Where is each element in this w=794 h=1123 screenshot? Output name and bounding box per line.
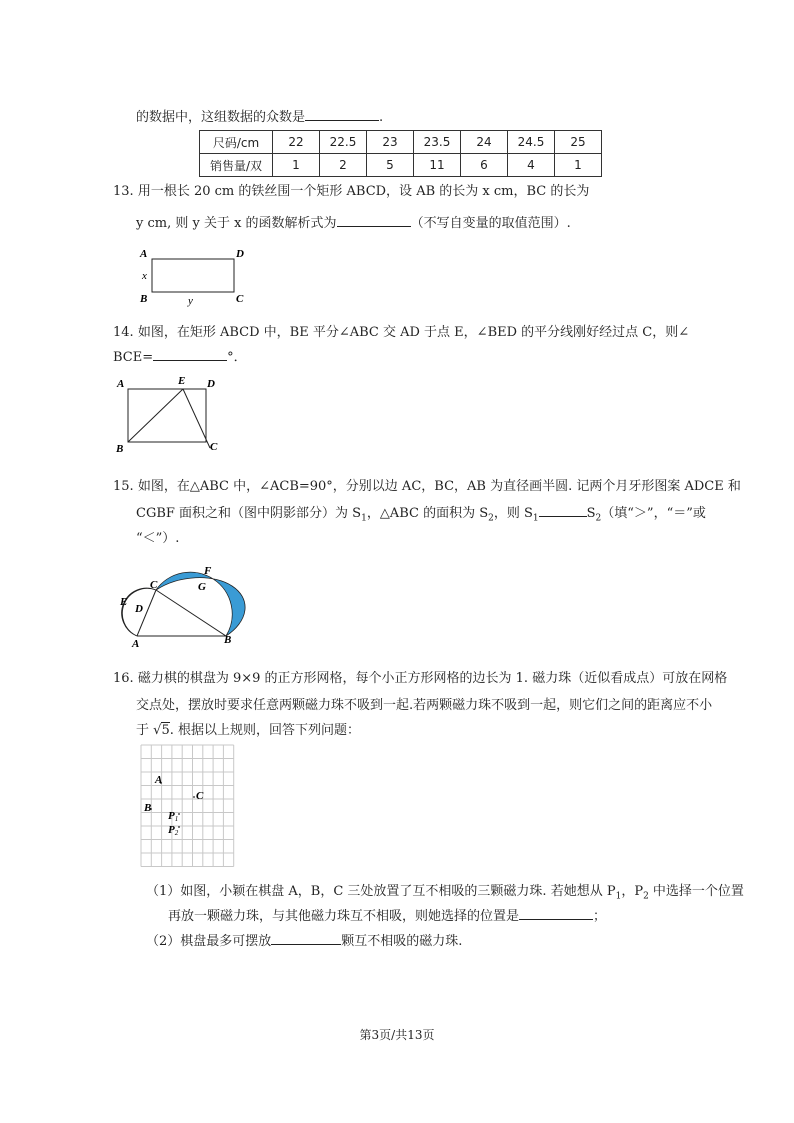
label-x: x bbox=[142, 270, 147, 282]
label-b: B bbox=[140, 293, 148, 305]
table-cell: 1 bbox=[555, 154, 602, 177]
label-p2: P2 bbox=[168, 824, 179, 837]
q16-line2: 交点处，摆放时要求任意两颗磁力珠不吸到一起.若两颗磁力珠不吸到一起，则它们之间的距离应不小 bbox=[136, 698, 713, 713]
point-p2 bbox=[178, 826, 180, 828]
label-d: D bbox=[236, 248, 244, 260]
label-d: D bbox=[135, 603, 143, 615]
rectangle-abcd bbox=[152, 259, 234, 292]
sqrt-value: 5 bbox=[161, 723, 170, 738]
q14-answer-blank[interactable] bbox=[153, 348, 227, 361]
table-cell: 2 bbox=[320, 154, 367, 177]
table-cell: 5 bbox=[367, 154, 414, 177]
table-cell: 11 bbox=[414, 154, 461, 177]
point-p1 bbox=[178, 813, 180, 815]
label-f: F bbox=[204, 565, 212, 577]
q16-part1-line2: 再放一颗磁力珠，与其他磁力珠互不相吸，则她选择的位置是 ； bbox=[168, 909, 607, 924]
label-a: A bbox=[132, 638, 140, 648]
q12-intro: 的数据中，这组数据的众数是 . bbox=[136, 110, 384, 125]
q15-answer-blank[interactable] bbox=[539, 504, 587, 517]
label-c: C bbox=[236, 293, 244, 305]
q15-line3: “＜”）. bbox=[136, 531, 180, 546]
q14-line1: 14. 如图，在矩形 ABCD 中，BE 平分∠ABC 交 AD 于点 E，∠BED 的平分线刚好经过点 C，则∠ bbox=[113, 325, 690, 340]
label-e: E bbox=[120, 596, 128, 608]
table-cell: 22 bbox=[273, 131, 320, 154]
label-g: G bbox=[198, 581, 206, 593]
grid-9x9 bbox=[141, 745, 234, 867]
table-header-cell: 尺码/cm bbox=[200, 131, 273, 154]
table-cell: 24.5 bbox=[508, 131, 555, 154]
label-a: A bbox=[155, 774, 163, 786]
table-cell: 1 bbox=[273, 154, 320, 177]
rectangle-abcd bbox=[128, 389, 206, 442]
table-cell: 25 bbox=[555, 131, 602, 154]
label-c: C bbox=[196, 790, 204, 802]
segment-be bbox=[128, 389, 183, 442]
q14-rectangle-figure bbox=[112, 372, 224, 456]
q16-line1: 16. 磁力棋的棋盘为 9×9 的正方形网格，每个小正方形网格的边长为 1. 磁力珠（近似看成点）可放在网格 bbox=[113, 671, 728, 686]
label-a: A bbox=[117, 378, 125, 390]
q15-crescent-figure bbox=[112, 560, 247, 648]
q15-line1: 15. 如图，在△ABC 中，∠ACB=90°，分别以边 AC，BC，AB 为直径画半圆. 记两个月牙形图案 ADCE 和 bbox=[113, 479, 741, 494]
label-b: B bbox=[116, 443, 124, 455]
q16-part2: （2）棋盘最多可摆放 颗互不相吸的磁力珠. bbox=[146, 934, 463, 949]
q16-grid-figure bbox=[139, 743, 237, 869]
label-b: B bbox=[144, 802, 152, 814]
table-cell: 23 bbox=[367, 131, 414, 154]
label-y: y bbox=[188, 295, 193, 307]
table-header-cell: 销售量/双 bbox=[200, 154, 273, 177]
label-b: B bbox=[224, 634, 232, 646]
q13-line2: y cm, 则 y 关于 x 的函数解析式为 （不写自变量的取值范围）. bbox=[136, 216, 571, 231]
label-d: D bbox=[207, 378, 215, 390]
sqrt-symbol: √ bbox=[153, 723, 162, 738]
q15-line2: CGBF 面积之和（图中阴影部分）为 $S_1$，△ABC 的面积为 $S_2$，则 $S_1$ $S_2$（填“＞”，“＝”或 bbox=[136, 506, 706, 524]
q16-line3: 于 √5. 根据以上规则，回答下列问题： bbox=[136, 723, 360, 738]
table-cell: 4 bbox=[508, 154, 555, 177]
table-cell: 22.5 bbox=[320, 131, 367, 154]
q16-part1-answer-blank[interactable] bbox=[519, 907, 593, 920]
q13-line1: 13. 用一根长 20 cm 的铁丝围一个矩形 ABCD，设 AB 的长为 x cm，BC 的长为 bbox=[113, 184, 590, 199]
label-e: E bbox=[178, 375, 186, 387]
q12-size-table bbox=[199, 130, 602, 177]
segment-cb bbox=[156, 590, 226, 636]
q13-rectangle-figure bbox=[130, 245, 260, 307]
table-row bbox=[200, 154, 602, 177]
table-cell: 23.5 bbox=[414, 131, 461, 154]
q16-part2-answer-blank[interactable] bbox=[271, 932, 341, 945]
page-footer: 第3页/共13页 bbox=[359, 1028, 435, 1042]
q16-part1-line1: （1）如图，小颖在棋盘 A，B，C 三处放置了互不相吸的三颗磁力珠. 若她想从 $P_1$，$P_2$ 中选择一个位置 bbox=[146, 884, 744, 902]
q14-line2: BCE= °． bbox=[113, 350, 247, 365]
q13-answer-blank[interactable] bbox=[337, 214, 411, 227]
q12-answer-blank[interactable] bbox=[305, 108, 379, 121]
table-row bbox=[200, 131, 602, 154]
table-cell: 6 bbox=[461, 154, 508, 177]
table-cell: 24 bbox=[461, 131, 508, 154]
point-c bbox=[193, 796, 195, 798]
label-p1: P1 bbox=[168, 810, 179, 823]
label-a: A bbox=[140, 248, 148, 260]
label-c: C bbox=[210, 441, 218, 453]
label-c: C bbox=[150, 579, 158, 591]
